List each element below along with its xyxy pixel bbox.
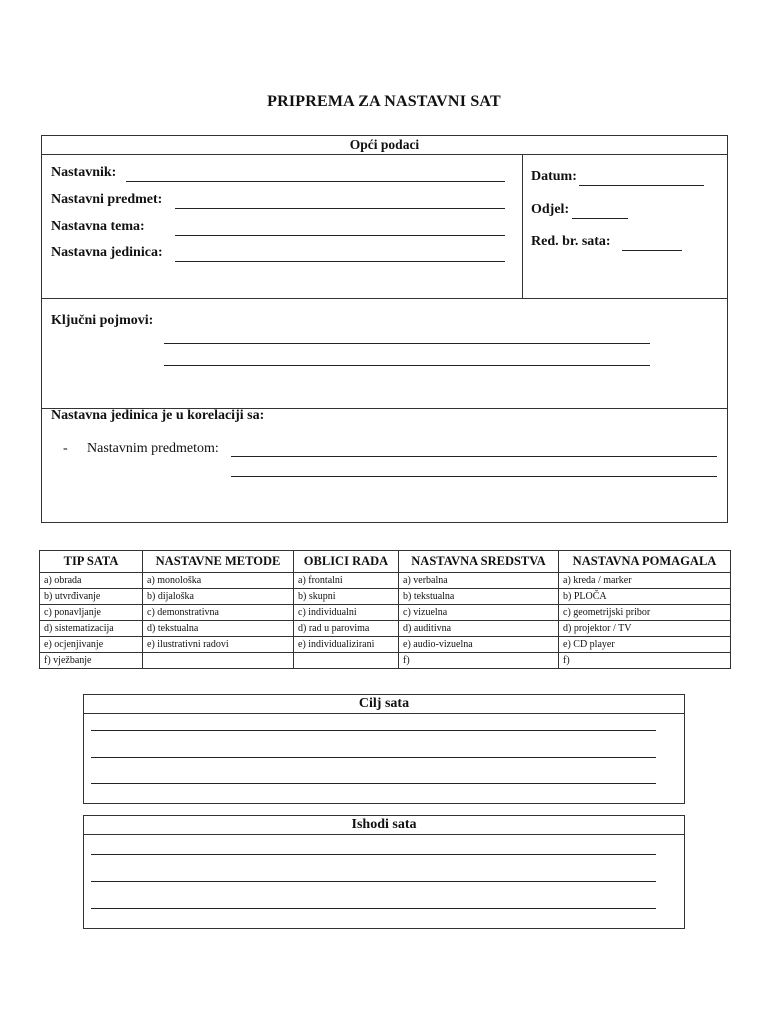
table-row — [40, 653, 731, 669]
general-data-section — [41, 135, 728, 523]
table-cell[interactable]: b) tekstualna — [399, 589, 559, 605]
table-header-row — [40, 551, 731, 573]
lesson-outcomes-section — [83, 815, 685, 929]
unit-label: Nastavna jedinica: — [51, 245, 163, 260]
general-data-header: Opći podaci — [42, 136, 727, 155]
table-row — [40, 637, 731, 653]
unit-field[interactable] — [175, 261, 505, 262]
table-cell[interactable]: b) dijalоška — [143, 589, 294, 605]
column-header-teaching-methods: NASTAVNE METODE — [143, 551, 294, 573]
table-cell[interactable]: b) utvrđivanje — [40, 589, 143, 605]
lesson-goal-line-1[interactable] — [91, 730, 656, 731]
table-cell[interactable]: b) skupni — [294, 589, 399, 605]
table-cell[interactable]: d) sistematizacija — [40, 621, 143, 637]
subject-correlation-label: Nastavnim predmetom: — [87, 441, 219, 456]
correlation-row — [42, 408, 727, 522]
date-label: Datum: — [531, 169, 577, 184]
table-cell[interactable]: e) individualizirani — [294, 637, 399, 653]
document-title: PRIPREMA ZA NASTAVNI SAT — [267, 93, 501, 110]
column-header-teaching-aids: NASTAVNA POMAGALA — [559, 551, 731, 573]
lesson-goal-header: Cilj sata — [84, 695, 684, 714]
lesson-outcomes-line-1[interactable] — [91, 854, 656, 855]
subject-correlation-line-1[interactable] — [231, 456, 717, 457]
key-concepts-label: Ključni pojmovi: — [51, 313, 154, 328]
table-cell[interactable]: b) PLOČA — [559, 589, 731, 605]
table-cell[interactable]: e) ocjenjivanje — [40, 637, 143, 653]
column-header-teaching-means: NASTAVNA SREDSTVA — [399, 551, 559, 573]
list-dash: - — [63, 441, 68, 456]
table-row — [40, 589, 731, 605]
key-concepts-row — [42, 298, 727, 409]
table-cell[interactable]: f) — [559, 653, 731, 669]
lesson-outcomes-line-2[interactable] — [91, 881, 656, 882]
correlation-label: Nastavna jedinica je u korelaciji sa: — [51, 408, 265, 423]
table-row — [40, 573, 731, 589]
key-concepts-line-2[interactable] — [164, 365, 650, 366]
lesson-options-table — [39, 550, 731, 669]
lesson-number-field[interactable] — [622, 250, 682, 251]
lesson-number-label: Red. br. sata: — [531, 234, 611, 249]
table-cell[interactable]: c) vizuelna — [399, 605, 559, 621]
class-field[interactable] — [572, 218, 628, 219]
table-cell[interactable]: d) rad u parovima — [294, 621, 399, 637]
date-field[interactable] — [579, 185, 704, 186]
subject-field[interactable] — [175, 208, 505, 209]
table-cell[interactable]: c) individualni — [294, 605, 399, 621]
table-cell[interactable] — [294, 653, 399, 669]
lesson-outcomes-header: Ishodi sata — [84, 816, 684, 835]
table-cell[interactable]: d) projektor / TV — [559, 621, 731, 637]
table-cell[interactable]: c) geometrijski pribor — [559, 605, 731, 621]
topic-label: Nastavna tema: — [51, 219, 145, 234]
topic-field[interactable] — [175, 235, 505, 236]
table-cell[interactable]: a) obrada — [40, 573, 143, 589]
table-cell[interactable]: a) verbalna — [399, 573, 559, 589]
lesson-goal-line-2[interactable] — [91, 757, 656, 758]
table-cell[interactable]: a) frontalni — [294, 573, 399, 589]
table-row — [40, 605, 731, 621]
table-cell[interactable]: c) demonstrativna — [143, 605, 294, 621]
table-row — [40, 621, 731, 637]
table-cell[interactable]: e) audio-vizuelna — [399, 637, 559, 653]
column-divider — [522, 154, 523, 298]
table-cell[interactable]: e) CD player — [559, 637, 731, 653]
class-label: Odjel: — [531, 202, 570, 217]
teacher-field[interactable] — [126, 181, 505, 182]
lesson-outcomes-line-3[interactable] — [91, 908, 656, 909]
table-cell[interactable]: d) auditivna — [399, 621, 559, 637]
table-cell[interactable]: a) kreda / marker — [559, 573, 731, 589]
column-header-work-forms: OBLICI RADA — [294, 551, 399, 573]
table-cell[interactable]: f) — [399, 653, 559, 669]
lesson-goal-section — [83, 694, 685, 804]
lesson-goal-line-3[interactable] — [91, 783, 656, 784]
subject-correlation-line-2[interactable] — [231, 476, 717, 477]
table-cell[interactable]: a) monološka — [143, 573, 294, 589]
table-cell[interactable]: e) ilustrativni radovi — [143, 637, 294, 653]
teacher-info-row — [42, 154, 727, 299]
table-cell[interactable] — [143, 653, 294, 669]
column-header-lesson-type: TIP SATA — [40, 551, 143, 573]
table-cell[interactable]: c) ponavljanje — [40, 605, 143, 621]
teacher-label: Nastavnik: — [51, 165, 117, 180]
key-concepts-line-1[interactable] — [164, 343, 650, 344]
table-cell[interactable]: f) vježbanje — [40, 653, 143, 669]
table-cell[interactable]: d) tekstualna — [143, 621, 294, 637]
subject-label: Nastavni predmet: — [51, 192, 163, 207]
